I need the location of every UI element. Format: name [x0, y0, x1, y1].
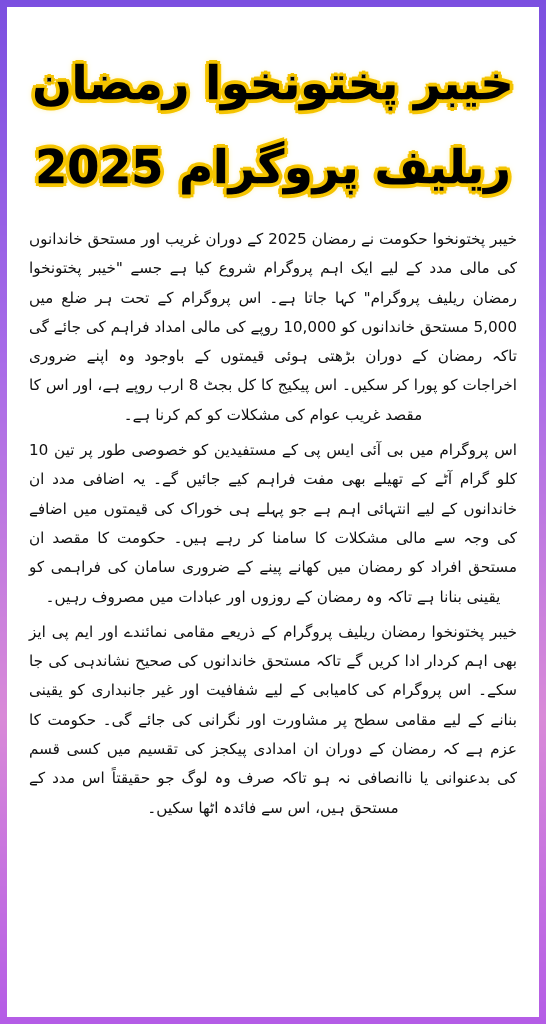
paragraph-2: اس پروگرام میں بی آئی ایس پی کے مستفیدین کو خصوصی طور پر تین 10 کلو گرام آٹے کے تھیلے بھی مفت فراہم کیے جائیں گے۔ یہ اضافی مدد ان خاندانوں کے لیے انتہائی اہم ہے جو پہلے ہی خوراک کی قیمتوں میں اضافے کی وجہ سے مالی مشکلات کا سامنا کر رہے ہیں۔ حکومت کا مقصد ان مستحق افراد کو رمضان میں کھانے پینے کے ضروری سامان کی فراہمی کو یقینی بنانا ہے تاکہ وہ رمضان کے روزوں اور عبادات میں مصروف رہیں۔ — [29, 441, 517, 606]
title-line-1: خیبر پختونخوا رمضان — [32, 56, 514, 110]
article-body — [29, 225, 517, 829]
title-line-2: ریلیف پروگرام 2025 — [35, 140, 511, 194]
paragraph-1: خیبر پختونخوا حکومت نے رمضان 2025 کے دوران غریب اور مستحق خاندانوں کی مالی مدد کے لیے ایک اہم پروگرام شروع کیا ہے جسے "خیبر پختونخوا رمضان ریلیف پروگرام" کہا جاتا ہے۔ اس پروگرام کے تحت ہر ضلع میں 5,000 مستحق خاندانوں کو 10,000 روپے کی مالی امداد فراہم کی جائے گی تاکہ رمضان کے دوران بڑھتی ہوئی قیمتوں کے باوجود وہ اپنے ضروری اخراجات کو پورا کر سکیں۔ اس پیکیج کا کل بجٹ 8 ارب روپے ہے، اور اس کا مقصد غریب عوام کی مشکلات کو کم کرنا ہے۔ — [29, 230, 517, 424]
paragraph-3: خیبر پختونخوا رمضان ریلیف پروگرام کے ذریعے مقامی نمائندے اور ایم پی ایز بھی اہم کردار ادا کریں گے تاکہ مستحق خاندانوں کی صحیح نشاندہی کی جا سکے۔ اس پروگرام کی کامیابی کے لیے شفافیت اور غیر جانبداری کو یقینی بنانے کے لیے مقامی سطح پر مشاورت اور نگرانی کی جائے گی۔ حکومت کا عزم ہے کہ رمضان کے دوران ان امدادی پیکجز کی تقسیم میں کسی قسم کی بدعنوانی یا ناانصافی نہ ہو تاکہ صرف وہ لوگ جو حقیقتاً اس مدد کے مستحق ہیں، اس سے فائدہ اٹھا سکیں۔ — [29, 622, 517, 817]
content-panel — [7, 7, 539, 1017]
